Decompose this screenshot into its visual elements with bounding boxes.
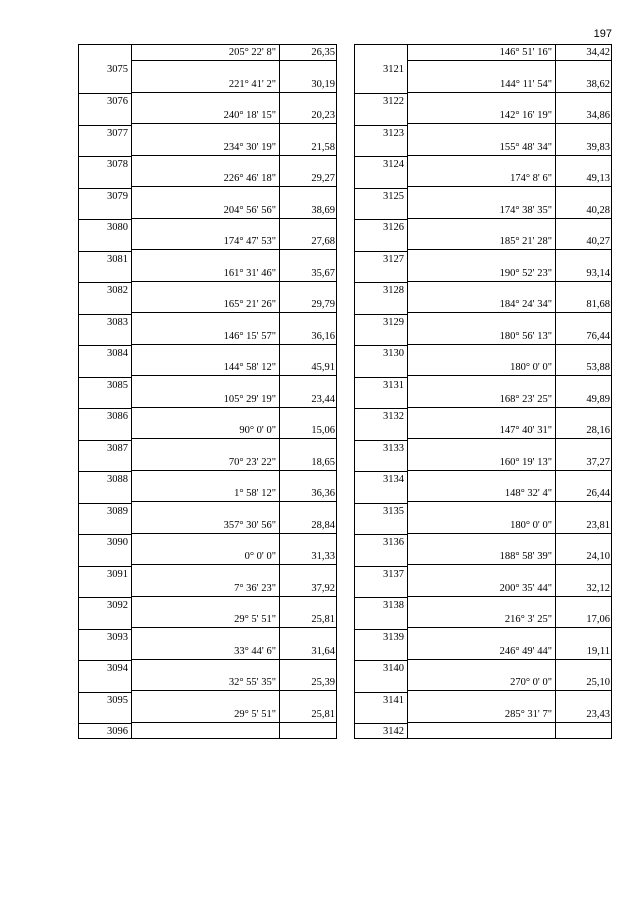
table-row bbox=[355, 486, 611, 518]
table-row bbox=[79, 234, 336, 266]
point-number: 3078 bbox=[79, 156, 131, 171]
point-number: 3135 bbox=[355, 503, 407, 518]
point-number: 3094 bbox=[79, 660, 131, 675]
bearing-angle: 216° 3' 25" bbox=[407, 612, 555, 628]
bearing-angle: 148° 32' 4" bbox=[407, 486, 555, 502]
table-row bbox=[79, 140, 336, 172]
point-number: 3081 bbox=[79, 251, 131, 266]
segment-length: 81,68 bbox=[555, 297, 612, 313]
segment-length: 37,27 bbox=[555, 455, 612, 471]
segment-length: 30,19 bbox=[279, 77, 337, 93]
point-number: 3123 bbox=[355, 125, 407, 140]
bearing-angle: 246° 49' 44" bbox=[407, 644, 555, 660]
segment-length: 31,64 bbox=[279, 644, 337, 660]
bearing-angle: 285° 31' 7" bbox=[407, 707, 555, 723]
segment-length: 49,89 bbox=[555, 392, 612, 408]
bearing-angle: 168° 23' 25" bbox=[407, 392, 555, 408]
table-row bbox=[79, 707, 336, 739]
table-row bbox=[79, 612, 336, 644]
bearing-angle: 161° 31' 46" bbox=[131, 266, 279, 282]
bearing-angle: 32° 55' 35" bbox=[131, 675, 279, 691]
bearing-angle: 221° 41' 2" bbox=[131, 77, 279, 93]
table-row bbox=[79, 266, 336, 298]
page-number: 197 bbox=[593, 28, 612, 40]
point-number: 3090 bbox=[79, 534, 131, 549]
point-number: 3141 bbox=[355, 692, 407, 707]
table-row bbox=[79, 486, 336, 518]
segment-length: 23,81 bbox=[555, 518, 612, 534]
bearing-angle: 165° 21' 26" bbox=[131, 297, 279, 313]
bearing-angle: 144° 58' 12" bbox=[131, 360, 279, 376]
table-row bbox=[79, 203, 336, 235]
table-rows bbox=[355, 45, 611, 738]
table-row bbox=[355, 203, 611, 235]
table-row bbox=[355, 329, 611, 361]
table-row bbox=[355, 77, 611, 109]
bearing-angle: 357° 30' 56" bbox=[131, 518, 279, 534]
segment-length: 31,33 bbox=[279, 549, 337, 565]
point-number: 3130 bbox=[355, 345, 407, 360]
table-row bbox=[355, 171, 611, 203]
bearing-angle: 90° 0' 0" bbox=[131, 423, 279, 439]
table-row bbox=[355, 140, 611, 172]
table-row bbox=[355, 581, 611, 613]
segment-length: 27,68 bbox=[279, 234, 337, 250]
point-number: 3086 bbox=[79, 408, 131, 423]
bearing-angle: 174° 47' 53" bbox=[131, 234, 279, 250]
bearing-angle: 0° 0' 0" bbox=[131, 549, 279, 565]
bearing-angle: 174° 38' 35" bbox=[407, 203, 555, 219]
bearing-angle: 205° 22' 8" bbox=[131, 45, 279, 61]
table-row bbox=[79, 518, 336, 550]
point-number: 3095 bbox=[79, 692, 131, 707]
segment-length: 23,44 bbox=[279, 392, 337, 408]
point-number: 3134 bbox=[355, 471, 407, 486]
bearing-angle: 270° 0' 0" bbox=[407, 675, 555, 691]
table-rows bbox=[79, 45, 336, 738]
point-number: 3127 bbox=[355, 251, 407, 266]
point-number: 3122 bbox=[355, 93, 407, 108]
segment-length: 38,62 bbox=[555, 77, 612, 93]
bearing-angle: 144° 11' 54" bbox=[407, 77, 555, 93]
segment-length: 29,27 bbox=[279, 171, 337, 187]
bearing-angle: 146° 15' 57" bbox=[131, 329, 279, 345]
table-row bbox=[79, 360, 336, 392]
bearing-angle: 234° 30' 19" bbox=[131, 140, 279, 156]
point-number: 3076 bbox=[79, 93, 131, 108]
segment-length: 45,91 bbox=[279, 360, 337, 376]
point-number: 3079 bbox=[79, 188, 131, 203]
bearing-angle: 185° 21' 28" bbox=[407, 234, 555, 250]
table-row bbox=[355, 707, 611, 739]
segment-length: 28,84 bbox=[279, 518, 337, 534]
table-row bbox=[355, 392, 611, 424]
bearing-angle: 184° 24' 34" bbox=[407, 297, 555, 313]
segment-length: 39,83 bbox=[555, 140, 612, 156]
point-number: 3125 bbox=[355, 188, 407, 203]
segment-length: 28,16 bbox=[555, 423, 612, 439]
segment-length: 35,67 bbox=[279, 266, 337, 282]
table-row bbox=[355, 518, 611, 550]
bearing-angle: 240° 18' 15" bbox=[131, 108, 279, 124]
right-coordinate-table bbox=[354, 44, 612, 739]
table-row bbox=[355, 423, 611, 455]
point-number: 3121 bbox=[383, 63, 404, 75]
segment-length: 29,79 bbox=[279, 297, 337, 313]
bearing-angle: 226° 46' 18" bbox=[131, 171, 279, 187]
table-row bbox=[79, 297, 336, 329]
bearing-angle: 7° 36' 23" bbox=[131, 581, 279, 597]
bearing-angle: 180° 0' 0" bbox=[407, 360, 555, 376]
table-row bbox=[79, 549, 336, 581]
point-number: 3142 bbox=[355, 723, 407, 738]
table-row bbox=[355, 266, 611, 298]
point-number: 3088 bbox=[79, 471, 131, 486]
point-number: 3093 bbox=[79, 629, 131, 644]
table-row bbox=[79, 675, 336, 707]
bearing-angle: 147° 40' 31" bbox=[407, 423, 555, 439]
bearing-angle: 190° 52' 23" bbox=[407, 266, 555, 282]
bearing-angle: 174° 8' 6" bbox=[407, 171, 555, 187]
point-number: 3128 bbox=[355, 282, 407, 297]
table-row bbox=[355, 612, 611, 644]
table-row bbox=[355, 360, 611, 392]
bearing-angle: 204° 56' 56" bbox=[131, 203, 279, 219]
table-row bbox=[355, 234, 611, 266]
segment-length: 93,14 bbox=[555, 266, 612, 282]
segment-length: 25,39 bbox=[279, 675, 337, 691]
point-number: 3133 bbox=[355, 440, 407, 455]
table-row bbox=[79, 644, 336, 676]
segment-length: 76,44 bbox=[555, 329, 612, 345]
bearing-angle: 160° 19' 13" bbox=[407, 455, 555, 471]
segment-length: 24,10 bbox=[555, 549, 612, 565]
point-number: 3084 bbox=[79, 345, 131, 360]
bearing-angle: 146° 51' 16" bbox=[407, 45, 555, 61]
segment-length: 15,06 bbox=[279, 423, 337, 439]
point-number: 3080 bbox=[79, 219, 131, 234]
point-number: 3137 bbox=[355, 566, 407, 581]
table-row bbox=[79, 581, 336, 613]
table-row bbox=[79, 423, 336, 455]
bearing-angle: 105° 29' 19" bbox=[131, 392, 279, 408]
point-number: 3138 bbox=[355, 597, 407, 612]
bearing-angle: 1° 58' 12" bbox=[131, 486, 279, 502]
point-number: 3083 bbox=[79, 314, 131, 329]
segment-length: 26,44 bbox=[555, 486, 612, 502]
segment-length: 25,81 bbox=[279, 707, 337, 723]
table-row bbox=[79, 77, 336, 109]
table-row bbox=[79, 455, 336, 487]
bearing-angle: 33° 44' 6" bbox=[131, 644, 279, 660]
bearing-angle: 70° 23' 22" bbox=[131, 455, 279, 471]
bearing-angle: 155° 48' 34" bbox=[407, 140, 555, 156]
table-row bbox=[79, 108, 336, 140]
segment-length: 19,11 bbox=[555, 644, 612, 660]
table-row bbox=[79, 392, 336, 424]
point-number: 3124 bbox=[355, 156, 407, 171]
point-number: 3087 bbox=[79, 440, 131, 455]
point-number: 3092 bbox=[79, 597, 131, 612]
bearing-angle: 142° 16' 19" bbox=[407, 108, 555, 124]
bearing-angle: 180° 56' 13" bbox=[407, 329, 555, 345]
segment-length: 34,42 bbox=[555, 45, 612, 61]
point-number: 3131 bbox=[355, 377, 407, 392]
table-row bbox=[79, 171, 336, 203]
segment-length: 36,36 bbox=[279, 486, 337, 502]
table-row bbox=[355, 675, 611, 707]
segment-length: 17,06 bbox=[555, 612, 612, 628]
segment-length: 26,35 bbox=[279, 45, 337, 61]
point-number: 3089 bbox=[79, 503, 131, 518]
point-number: 3077 bbox=[79, 125, 131, 140]
point-number: 3136 bbox=[355, 534, 407, 549]
column-divider bbox=[279, 45, 280, 738]
segment-length: 38,69 bbox=[279, 203, 337, 219]
segment-length: 23,43 bbox=[555, 707, 612, 723]
segment-length: 36,16 bbox=[279, 329, 337, 345]
point-number: 3085 bbox=[79, 377, 131, 392]
segment-length: 37,92 bbox=[279, 581, 337, 597]
segment-length: 49,13 bbox=[555, 171, 612, 187]
table-row bbox=[355, 455, 611, 487]
table-row bbox=[79, 45, 336, 77]
segment-length: 40,28 bbox=[555, 203, 612, 219]
point-number: 3096 bbox=[79, 723, 131, 738]
segment-length: 25,10 bbox=[555, 675, 612, 691]
segment-length: 18,65 bbox=[279, 455, 337, 471]
bearing-angle: 29° 5' 51" bbox=[131, 612, 279, 628]
table-row bbox=[355, 45, 611, 77]
bearing-angle: 29° 5' 51" bbox=[131, 707, 279, 723]
table-row bbox=[355, 108, 611, 140]
segment-length: 20,23 bbox=[279, 108, 337, 124]
bearing-angle: 200° 35' 44" bbox=[407, 581, 555, 597]
point-number: 3082 bbox=[79, 282, 131, 297]
segment-length: 25,81 bbox=[279, 612, 337, 628]
table-row bbox=[355, 644, 611, 676]
point-number: 3132 bbox=[355, 408, 407, 423]
segment-length: 21,58 bbox=[279, 140, 337, 156]
point-number: 3126 bbox=[355, 219, 407, 234]
point-number: 3075 bbox=[107, 63, 128, 75]
table-row bbox=[79, 329, 336, 361]
table-row bbox=[355, 549, 611, 581]
segment-length: 53,88 bbox=[555, 360, 612, 376]
table-row bbox=[355, 297, 611, 329]
segment-length: 34,86 bbox=[555, 108, 612, 124]
point-number: 3129 bbox=[355, 314, 407, 329]
point-number: 3139 bbox=[355, 629, 407, 644]
point-number: 3091 bbox=[79, 566, 131, 581]
bearing-angle: 180° 0' 0" bbox=[407, 518, 555, 534]
point-number: 3140 bbox=[355, 660, 407, 675]
column-divider bbox=[555, 45, 556, 738]
left-coordinate-table bbox=[78, 44, 337, 739]
segment-length: 32,12 bbox=[555, 581, 612, 597]
segment-length: 40,27 bbox=[555, 234, 612, 250]
bearing-angle: 188° 58' 39" bbox=[407, 549, 555, 565]
